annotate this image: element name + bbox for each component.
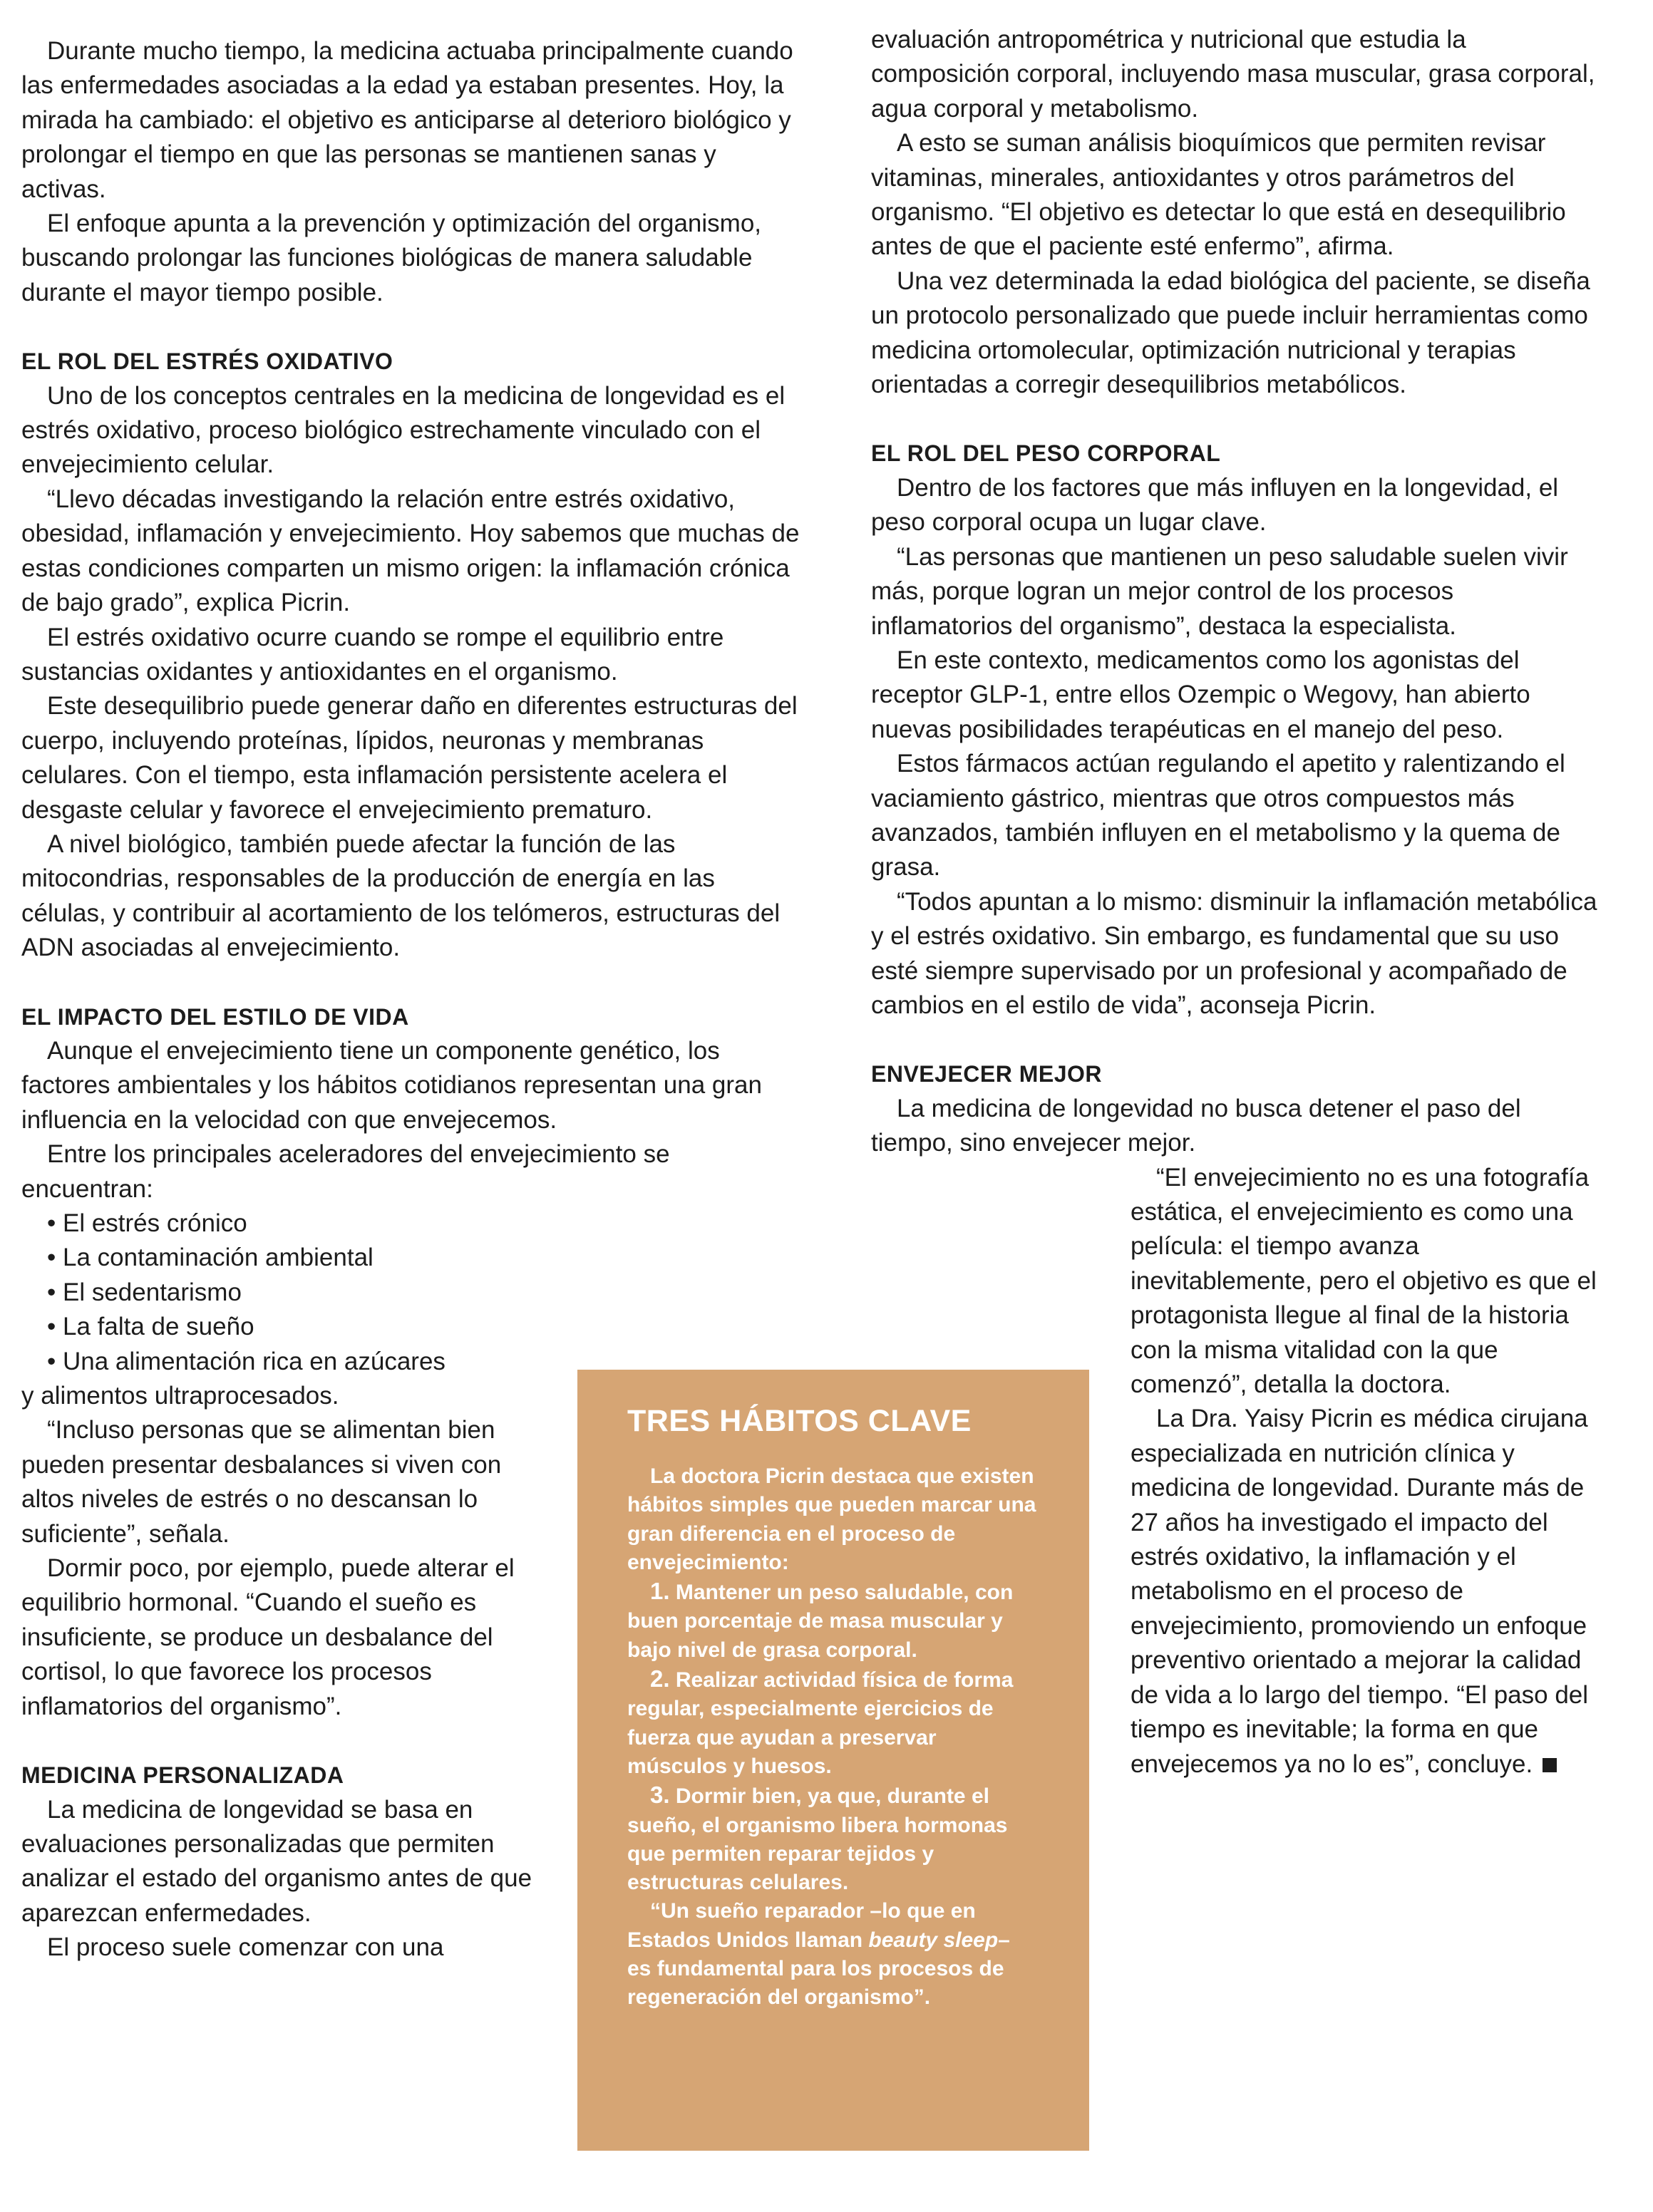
paragraph: Aunque el envejecimiento tiene un componente genético, los factores ambientales y los hábitos cotidianos representan una gran influencia en la velocidad con que envejecemos. xyxy=(21,1036,762,1134)
paragraph: En este contexto, medicamentos como los agonistas del receptor GLP-1, entre ellos Ozempic o Wegovy, han abierto nuevas posibilidades terapéuticas en el manejo del peso. xyxy=(871,646,1530,743)
paragraph: El estrés oxidativo ocurre cuando se rompe el equilibrio entre sustancias oxidantes y antioxidantes en el organismo. xyxy=(21,623,724,686)
paragraph: Entre los principales aceleradores del envejecimiento se encuentran: xyxy=(21,1140,670,1203)
paragraph: La medicina de longevidad no busca detener el paso del tiempo, sino envejecer mejor. xyxy=(871,1094,1521,1157)
list-item-continued: y alimentos ultraprocesados. xyxy=(21,1382,339,1410)
list-item: • La contaminación ambiental xyxy=(21,1241,802,1275)
paragraph: Este desequilibrio puede generar daño en diferentes estructuras del cuerpo, incluyendo proteínas, lípidos, neuronas y membranas celulares. Con el tiempo, esta inflamación persistente acelera el desgaste celular y favorece el envejecimiento prematuro. xyxy=(21,692,798,824)
paragraph: “Llevo décadas investigando la relación entre estrés oxidativo, obesidad, inflamación y envejecimiento. Hoy sabemos que muchas de estas condiciones comparten un mismo origen: la inflamación crónica de bajo grado”, explica Picrin. xyxy=(21,485,800,617)
section-heading: MEDICINA PERSONALIZADA xyxy=(21,1762,344,1789)
paragraph: “El envejecimiento no es una fotografía estática, el envejecimiento es como una película: el tiempo avanza inevitablemente, pero el objetivo es que el protagonista llegue al final de la historia con la misma vitalidad con la que comenzó”, detalla la doctora. xyxy=(1131,1163,1597,1399)
paragraph: evaluación antropométrica y nutricional que estudia la composición corporal, incluyendo masa muscular, grasa corporal, agua corporal y metabolismo. xyxy=(871,26,1595,123)
habit-1: 1. Mantener un peso saludable, con buen porcentaje de masa muscular y bajo nivel de grasa corporal. xyxy=(627,1578,1014,1662)
list-item: • El sedentarismo xyxy=(21,1276,802,1310)
paragraph: “Todos apuntan a lo mismo: disminuir la inflamación metabólica y el estrés oxidativo. Sin embargo, es fundamental que su uso esté siempre supervisado por un profesional y acompañado de cambios en el estilo de vida”, aconseja Picrin. xyxy=(871,887,1597,1019)
end-mark-icon xyxy=(1543,1758,1557,1772)
paragraph: “Incluso personas que se alimentan bien pueden presentar desbalances si viven con altos niveles de estrés o no descansan lo suficiente”, señala. xyxy=(21,1416,502,1548)
box-intro: La doctora Picrin destaca que existen hábitos simples que pueden marcar una gran diferencia en el proceso de envejecimiento: xyxy=(627,1464,1036,1574)
list-item: • La falta de sueño xyxy=(21,1310,802,1344)
section-heading: EL ROL DEL PESO CORPORAL xyxy=(871,440,1221,467)
paragraph xyxy=(1131,1402,1601,1781)
habit-3: 3. Dormir bien, ya que, durante el sueño, el organismo libera hormonas que permiten reparar tejidos y estructuras celulares. xyxy=(627,1782,1008,1895)
paragraph: Durante mucho tiempo, la medicina actuaba principalmente cuando las enfermedades asociadas a la edad ya estaban presentes. Hoy, la mirada ha cambiado: el objetivo es anticiparse al deterioro biológico y prolongar el tiempo en que las personas se mantienen sanas y activas. xyxy=(21,37,793,203)
box-title: TRES HÁBITOS CLAVE xyxy=(627,1404,972,1438)
paragraph: El enfoque apunta a la prevención y optimización del organismo, buscando prolongar las funciones biológicas de manera saludable durante el mayor tiempo posible. xyxy=(21,210,762,306)
bio-text: La Dra. Yaisy Picrin es médica cirujana especializada en nutrición clínica y medicina de longevidad. Durante más de 27 años ha investigado el impacto del estrés oxidativo, la inflamación y el metabolismo en el proceso de envejecimiento, promoviendo un enfoque preventivo orientado a mejorar la calidad de vida a lo largo del tiempo. “El paso del tiempo es inevitable; la forma en que envejecemos ya no lo es”, concluye. xyxy=(1131,1405,1589,1778)
paragraph: El proceso suele comenzar con una xyxy=(47,1933,444,1962)
box-quote: “Un sueño reparador –lo que en Estados Unidos llaman beauty sleep– es fundamental para los procesos de regeneración del organismo”. xyxy=(627,1899,1010,2010)
section-heading: ENVEJECER MEJOR xyxy=(871,1061,1103,1087)
section-heading: EL IMPACTO DEL ESTILO DE VIDA xyxy=(21,1003,409,1030)
paragraph: La medicina de longevidad se basa en evaluaciones personalizadas que permiten analizar el estado del organismo antes de que aparezcan enfermedades. xyxy=(21,1795,532,1927)
aceleradores-list xyxy=(21,1206,802,1345)
paragraph: Estos fármacos actúan regulando el apetito y ralentizando el vaciamiento gástrico, mientras que otros compuestos más avanzados, también influyen en el metabolismo y la quema de grasa. xyxy=(871,750,1565,882)
list-item: • Una alimentación rica en azúcares xyxy=(47,1347,446,1375)
paragraph: Dentro de los factores que más influyen en la longevidad, el peso corporal ocupa un lugar clave. xyxy=(871,473,1559,537)
tres-habitos-box xyxy=(577,1370,1089,2151)
habit-2: 2. Realizar actividad física de forma regular, especialmente ejercicios de fuerza que ayudan a preservar músculos y huesos. xyxy=(627,1665,1014,1778)
paragraph: Dormir poco, por ejemplo, puede alterar el equilibrio hormonal. “Cuando el sueño es insuficiente, se produce un desbalance del cortisol, lo que favorece los procesos inflamatorios del organismo”. xyxy=(21,1554,515,1720)
list-item: • El estrés crónico xyxy=(21,1206,802,1241)
section-heading: EL ROL DEL ESTRÉS OXIDATIVO xyxy=(21,348,393,375)
paragraph: Uno de los conceptos centrales en la medicina de longevidad es el estrés oxidativo, proceso biológico estrechamente vinculado con el envejecimiento celular. xyxy=(21,381,786,479)
paragraph: A nivel biológico, también puede afectar la función de las mitocondrias, responsables de la producción de energía en las células, y contribuir al acortamiento de los telómeros, estructuras del ADN asociadas al envejecimiento. xyxy=(21,830,781,962)
paragraph: “Las personas que mantienen un peso saludable suelen vivir más, porque logran un mejor control de los procesos inflamatorios del organismo”, destaca la especialista. xyxy=(871,542,1568,640)
paragraph: Una vez determinada la edad biológica del paciente, se diseña un protocolo personalizado que puede incluir herramientas como medicina ortomolecular, optimización nutricional y terapias orientadas a corregir desequilibrios metabólicos. xyxy=(871,267,1590,399)
paragraph: A esto se suman análisis bioquímicos que permiten revisar vitaminas, minerales, antioxidantes y otros parámetros del organismo. “El objetivo es detectar lo que está en desequilibrio antes de que el paciente esté enfermo”, afirma. xyxy=(871,129,1566,261)
